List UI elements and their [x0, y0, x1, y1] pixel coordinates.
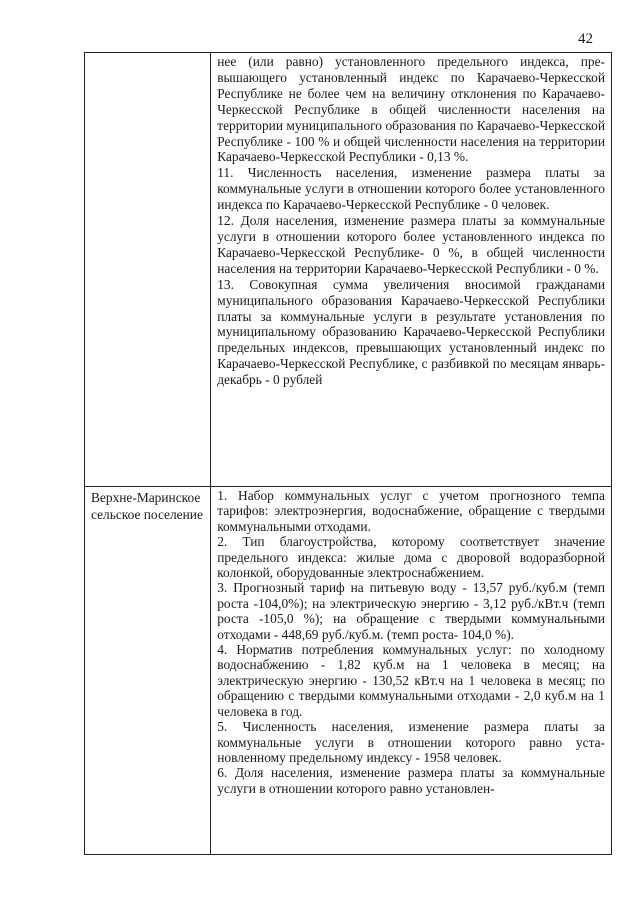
- paragraph: 6. Доля населения, изменение размера платы за коммунальные услуги в отношении которого равно установлен-: [217, 765, 605, 796]
- table-row: [85, 53, 612, 487]
- settlement-name: Верхне-Маринское сельское поселение: [91, 490, 203, 523]
- description-cell: [211, 487, 612, 855]
- indices-table: [84, 52, 612, 855]
- paragraph: 3. Прогнозный тариф на питьевую воду - 13,57 руб./куб.м (темп роста -104,0%); на электрическую энергию - 3,12 руб./кВт.ч (темп роста -105,0 %); на обращение с твердыми коммунальными отходами - 448,69 руб./куб.м. (темп роста- 104,0 %).: [217, 580, 605, 642]
- paragraph: 2. Тип благоустройства, которому соответствует значение предельного индекса: жилые дома с дворовой водоразборной колонкой, оборудованные электроснабжением.: [217, 534, 605, 581]
- paragraph: 1. Набор коммунальных услуг с учетом прогнозного темпа тарифов: электроэнергия, водоснабжение, обращение с твердыми коммунальными отходами.: [217, 488, 605, 534]
- settlement-cell: [85, 53, 211, 487]
- page-number: 42: [578, 31, 593, 47]
- paragraph: 11. Численность населения, изменение размера платы за коммунальные услуги в отношении которого более установленного индекса по Карачаево-Черкесской Республике - 0 человек.: [217, 165, 605, 213]
- paragraph: 4. Норматив потребления коммунальных услуг: по холодному водоснабжению - 1,82 куб.м на 1 человека в месяц; на электрическую энергию - 130,52 кВт.ч на 1 человека в месяц; по обращению с твердыми коммунальными отходами - 2,0 куб.м на 1 человека в год.: [217, 642, 605, 719]
- paragraph: 13. Совокупная сумма увеличения вносимой гражданами муниципального образования Карачаево-Черкесской Республики платы за коммунальные услуги в результате установления по муниципальному образованию Карачаево-Черкесской Республики предельных индексов, превышающих установленный индекс по Карачаево-Черкесской Республике, с разбивкой по месяцам январь-декабрь - 0 рублей: [217, 276, 605, 388]
- settlement-cell: [85, 487, 211, 855]
- paragraph: 12. Доля населения, изменение размера платы за коммунальные услуги в отношении которого более установленного индекса по Карачаево-Черкесской Республике- 0 %, в общей численности населения на территории Карачаево-Черкесской Республики - 0 %.: [217, 213, 605, 276]
- description-cell: [211, 53, 612, 487]
- paragraph: нее (или равно) установленного предельного индекса, превышающего установленный индекс по Карачаево-Черкесской Республике не более чем на величину отклонения по Карачаево-Черкесской Республике в общей численности населения на территории муниципального образования по Карачаево-Черкесской Республике - 100 % и общей численности населения на территории Карачаево-Черкесской Республики - 0,13 %.: [217, 54, 605, 165]
- paragraph: 5. Численность населения, изменение размера платы за коммунальные услуги в отношении которого равно установленному предельному индексу - 1958 человек.: [217, 719, 605, 765]
- table-row: [85, 487, 612, 855]
